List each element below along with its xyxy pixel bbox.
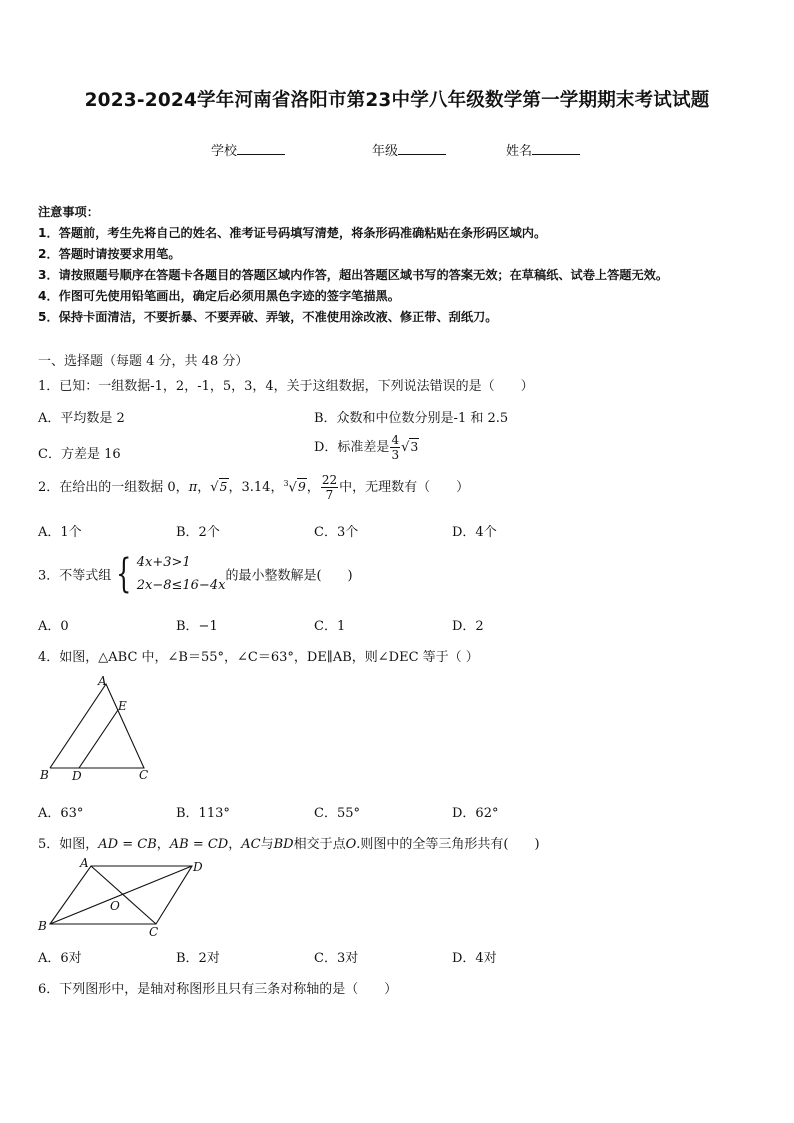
q5-label-d: D <box>193 860 203 874</box>
q5-option-c: C．3对 <box>314 951 359 966</box>
q5-label-b: B <box>38 919 47 933</box>
q5-parallelogram-figure <box>34 855 209 940</box>
q4-option-a: A．63° <box>38 806 84 821</box>
q2-option-a: A．1个 <box>38 525 82 540</box>
q3-system: 4x+3>1 2x−8≤16−4x <box>136 555 226 593</box>
notice-heading: 注意事项： <box>38 205 99 219</box>
q5-option-a: A．6对 <box>38 951 82 966</box>
q4-label-a: A <box>98 674 107 688</box>
q3-option-a: A．0 <box>38 619 69 634</box>
q3-option-b: B．−1 <box>176 619 218 634</box>
exam-title: 2023-2024学年河南省洛阳市第23中学八年级数学第一学期期末考试试题 <box>84 90 710 111</box>
q2-stem: 2．在给出的一组数据 0，π，√5，3.14，$^3$√9， $\frac{22}{7}$ 中，无理数有（ ） <box>38 473 470 502</box>
pi-symbol: π <box>188 480 198 495</box>
q2-cbrt9: $^3$√9 <box>283 478 306 495</box>
q3-option-c: C．1 <box>314 619 346 634</box>
q3-option-d: D．2 <box>452 619 484 634</box>
q3-stem: 3．不等式组 { 4x+3>1 2x−8≤16−4x 的最小整数解是( ) <box>38 551 353 597</box>
q5-option-b: B．2对 <box>176 951 220 966</box>
q1-option-c: C．方差是 16 <box>38 447 121 462</box>
q4-option-b: B．113° <box>176 806 230 821</box>
school-label: 学校 <box>211 144 238 159</box>
q2-option-b: B．2个 <box>176 525 220 540</box>
q1-option-b: B．众数和中位数分别是-1 和 2.5 <box>314 411 509 426</box>
q2-option-c: C．3个 <box>314 525 359 540</box>
q4-stem: 4．如图，△ABC 中，∠B＝55°，∠C＝63°，DE∥AB，则∠DEC 等于（ ） <box>38 650 479 665</box>
q4-option-d: D．62° <box>452 806 499 821</box>
q4-label-c: C <box>139 768 149 782</box>
notice-item-4: 4．作图可先使用铅笔画出，确定后必须用黑色字迹的签字笔描黑。 <box>38 289 400 303</box>
q5-label-a: A <box>80 856 89 870</box>
section-heading: 一、选择题（每题 4 分，共 48 分） <box>38 354 249 369</box>
q1-d-sqrt: √3 <box>401 439 419 455</box>
school-field <box>211 140 285 159</box>
grade-field <box>372 140 446 159</box>
q2-option-d: D．4个 <box>452 525 497 540</box>
q2-fraction: $\frac{22}{7}$ <box>321 473 338 502</box>
name-blank <box>532 142 580 155</box>
q2-sqrt5: √5 <box>210 479 228 495</box>
q4-option-c: C．55° <box>314 806 360 821</box>
notice-item-1: 1．答题前，考生先将自己的姓名、准考证号码填写清楚，将条形码准确粘贴在条形码区域内。 <box>38 226 547 240</box>
name-label: 姓名 <box>506 144 533 159</box>
q6-stem: 6．下列图形中，是轴对称图形且只有三条对称轴的是（ ） <box>38 982 398 997</box>
q5-label-c: C <box>149 925 159 939</box>
q3-brace: { <box>116 551 132 597</box>
notice-item-2: 2．答题时请按要求用笔。 <box>38 247 181 261</box>
name-field <box>506 140 580 159</box>
notice-item-5: 5．保持卡面清洁，不要折暴、不要弄破、弄皱，不准使用涂改液、修正带、刮纸刀。 <box>38 310 498 324</box>
school-blank <box>237 142 285 155</box>
q4-label-b: B <box>40 768 49 782</box>
notice-item-3: 3．请按照题号顺序在答题卡各题目的答题区域内作答，超出答题区域书写的答案无效；在草稿纸、试卷上答题无效。 <box>38 268 669 282</box>
q1-stem: 1．已知：一组数据-1，2，-1，5，3，4，关于这组数据，下列说法错误的是（ ） <box>38 379 534 394</box>
q1-option-d <box>314 434 419 461</box>
grade-blank <box>398 142 446 155</box>
q1-d-fraction: $\frac{4}{3}$ <box>391 433 400 462</box>
grade-label: 年级 <box>372 144 399 159</box>
q5-option-d: D．4对 <box>452 951 497 966</box>
q4-triangle-figure <box>36 672 156 784</box>
q1-option-d-prefix: D．标准差是 <box>314 440 390 455</box>
q4-label-d: D <box>72 769 82 783</box>
q5-stem: 5．如图，AD = CB，AB = CD，AC与BD相交于点O.则图中的全等三角形共有( ) <box>38 837 540 852</box>
q4-label-e: E <box>118 699 127 713</box>
q1-option-a: A．平均数是 2 <box>38 411 125 426</box>
q5-label-o: O <box>110 899 120 913</box>
